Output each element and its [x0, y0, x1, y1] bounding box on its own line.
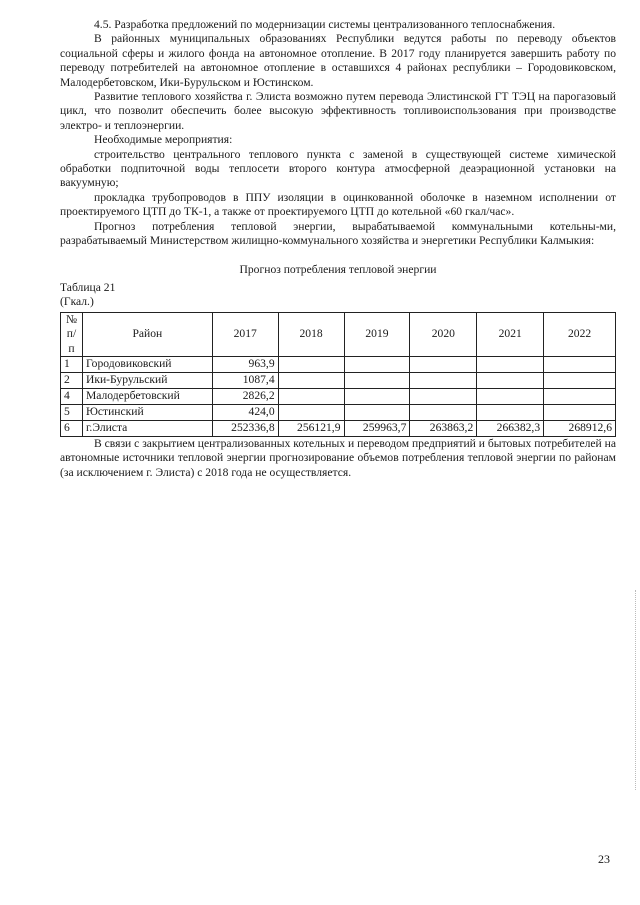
cell-2018: [278, 372, 344, 388]
cell-2019: [344, 372, 410, 388]
row-number: 2: [61, 372, 83, 388]
cell-2021: [477, 356, 544, 372]
paragraph-measures-heading: Необходимые мероприятия:: [94, 133, 233, 147]
paragraph-measure-1: строительство центрального теплового пункта с заменой в существующей системе химической обработки подпиточной воды теплосети второго контура атмосферной деаэрационной установки на вакуумную;: [60, 147, 616, 190]
row-district: Юстинский: [82, 404, 212, 420]
row-district: Городовиковский: [82, 356, 212, 372]
cell-2021: [477, 388, 544, 404]
table-row: [61, 404, 616, 420]
cell-2022: [544, 372, 616, 388]
table-row: [61, 356, 616, 372]
paragraph-autonomous-heating: В районных муниципальных образованиях Республики ведутся работы по переводу объектов социальной сферы и жилого фонда на автономное отопление. В 2017 году планируется завершить работу по переводу потребителей на автономное отопление в оставшихся 4 районах республики – Городовиковском, Малодербетовском, Ики-Бурульском и Юстинском.: [60, 32, 616, 89]
cell-2019: 259963,7: [344, 420, 410, 436]
row-number: 6: [61, 420, 83, 436]
scan-margin-artifact: [635, 590, 638, 790]
cell-2019: [344, 356, 410, 372]
cell-2022: [544, 356, 616, 372]
cell-2020: 263863,2: [410, 420, 477, 436]
section-heading: 4.5. Разработка предложений по модернизации системы централизованного теплоснабжения.: [94, 18, 556, 31]
paragraph-measure-2: прокладка трубопроводов в ППУ изоляции в оцинкованной оболочке в наземном исполнении от проектируемого ЦТП до ТК-1, а также от проектируемого ЦТП до котельной «60 гкал/час».: [60, 190, 616, 219]
cell-2021: [477, 372, 544, 388]
table-row: [61, 420, 616, 436]
cell-2020: [410, 388, 477, 404]
cell-2021: [477, 404, 544, 420]
table-header-row: [61, 312, 616, 356]
cell-2020: [410, 404, 477, 420]
row-district: г.Элиста: [82, 420, 212, 436]
cell-2018: [278, 356, 344, 372]
header-2019: 2019: [344, 312, 410, 356]
cell-2017: 2826,2: [212, 388, 278, 404]
header-2022: 2022: [544, 312, 616, 356]
paragraph-elista-development: Развитие теплового хозяйства г. Элиста возможно путем перевода Элистинской ГТ ТЭЦ на парогазовый цикл, что позволит обеспечить более высокую эффективность топливоиспользования при производстве электро- и теплоэнергии.: [60, 90, 616, 132]
cell-2020: [410, 372, 477, 388]
header-2021: 2021: [477, 312, 544, 356]
table-unit: (Гкал.): [60, 295, 94, 309]
row-district: Ики-Бурульский: [82, 372, 212, 388]
cell-2018: 256121,9: [278, 420, 344, 436]
cell-2017: 424,0: [212, 404, 278, 420]
header-2017: 2017: [212, 312, 278, 356]
cell-2019: [344, 388, 410, 404]
page-number: 23: [598, 852, 610, 866]
row-number: 1: [61, 356, 83, 372]
header-2020: 2020: [410, 312, 477, 356]
row-number: 5: [61, 404, 83, 420]
cell-2021: 266382,3: [477, 420, 544, 436]
cell-2019: [344, 404, 410, 420]
cell-2022: [544, 388, 616, 404]
header-2018: 2018: [278, 312, 344, 356]
page-content: [60, 18, 616, 480]
cell-2022: [544, 404, 616, 420]
table-number: Таблица 21: [60, 280, 116, 294]
header-number: № п/п: [61, 312, 83, 356]
cell-2017: 252336,8: [212, 420, 278, 436]
cell-2018: [278, 388, 344, 404]
cell-2017: 963,9: [212, 356, 278, 372]
paragraph-conclusion: В связи с закрытием централизованных котельных и переводом предприятий и бытовых потребителей на автономные источники тепловой энергии прогнозирование объемов потребления тепловой энергии по районам (за исключением г. Элиста) с 2018 года не осуществляется.: [60, 436, 616, 479]
paragraph-forecast-intro: Прогноз потребления тепловой энергии, вырабатываемой коммунальными котельны-ми, разрабатываемый Министерством жилищно-коммунального хозяйства и энергетики Республики Калмыкия:: [60, 219, 616, 248]
table-row: [61, 372, 616, 388]
cell-2018: [278, 404, 344, 420]
table-title: Прогноз потребления тепловой энергии: [239, 262, 437, 276]
header-district: Район: [82, 312, 212, 356]
row-number: 4: [61, 388, 83, 404]
cell-2020: [410, 356, 477, 372]
table-row: [61, 388, 616, 404]
cell-2022: 268912,6: [544, 420, 616, 436]
row-district: Малодербетовский: [82, 388, 212, 404]
forecast-table: [60, 312, 616, 437]
cell-2017: 1087,4: [212, 372, 278, 388]
